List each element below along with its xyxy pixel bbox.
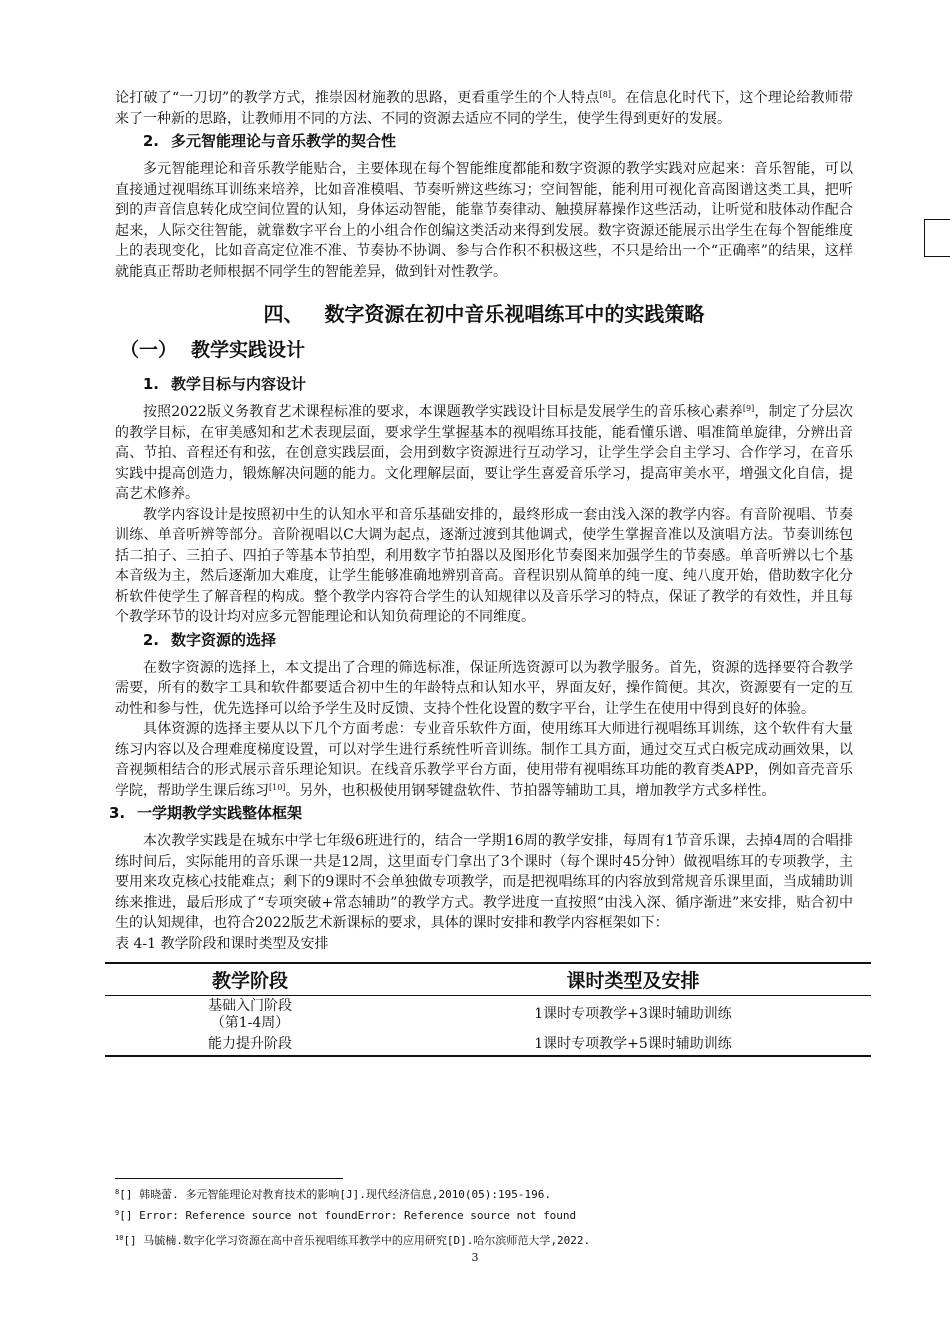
citation-8[interactable]: [8] bbox=[599, 90, 611, 99]
margin-marker-box bbox=[924, 219, 950, 257]
table-cell-stage: 基础入门阶段 （第1-4周） bbox=[208, 997, 292, 1031]
footnote-separator bbox=[115, 1178, 343, 1179]
subheading-1-goals: 1. 教学目标与内容设计 bbox=[142, 375, 307, 393]
footnote-8: $^8$[] 韩晓蕾. 多元智能理论对教育技术的影响[J].现代经济信息,2010(05):195-196. bbox=[115, 1188, 552, 1201]
section-heading: （一） 教学实践设计 bbox=[120, 339, 306, 361]
table-cell-arrangement: 1课时专项教学+5课时辅助训练 bbox=[534, 1035, 732, 1052]
table-header-arrangement: 课时类型及安排 bbox=[566, 969, 700, 992]
table-cell-arrangement: 1课时专项教学+3课时辅助训练 bbox=[534, 1006, 732, 1022]
chapter-heading: 四、 数字资源在初中音乐视唱练耳中的实践策略 bbox=[263, 302, 705, 326]
citation-10[interactable]: [10] bbox=[269, 782, 286, 792]
paragraph-framework: 本次教学实践是在城东中学七年级6班进行的，结合一学期16周的教学安排，每周有1节音乐课，去掉4周的合唱排练时间后，实际能用的音乐课一共是12周，这里面专门拿出了3个课时（每个课时45分钟）做视唱练耳的专项教学，主要用来攻克核心技能难点；剩下的9课时不会单独做专项教学，而是把视唱练耳的内容放到常规音乐课里面，当成辅助训练来推进，最后形成了“专项突破+常态辅助”的教学方式。教学进度一直按照“由浅入深、循序渐进”来安排，贴合初中生的认知规律，也符合2022版艺术新课标的要求，具体的课时安排和教学内容框架如下： bbox=[115, 833, 853, 931]
schedule-table bbox=[105, 962, 871, 1057]
subheading-2-fit: 2. 多元智能理论与音乐教学的契合性 bbox=[142, 132, 397, 150]
footnote-10: $^{10}$[] 马毓楠.数字化学习资源在高中音乐视唱练耳教学中的应用研究[D].哈尔滨师范大学,2022. bbox=[115, 1234, 591, 1247]
paragraph-specific: 具体资源的选择主要从以下几个方面考虑：专业音乐软件方面，使用练耳大师进行视唱练耳训练，这个软件有大量练习内容以及合理难度梯度设置，可以对学生进行系统性听音训练。制作工具方面，通过交互式白板完成动画效果，以音视频相结合的形式展示音乐理论知识。在线音乐教学平台方面，使用带有视唱练耳功能的教育类APP，例如音壳音乐学院，帮助学生课后练习[10]。另外，也积极使用钢琴键盘软件、节拍器等辅助工具，增加教学方式多样性。 bbox=[115, 721, 853, 799]
paragraph-selection: 在数字资源的选择上，本文提出了合理的筛选标准，保证所选资源可以为教学服务。首先，资源的选择要符合教学需要，所有的数字工具和软件都要适合初中生的年龄特点和认知水平，界面友好，操作简便。其次，资源要有一定的互动性和参与性，优先选择可以给予学生及时反馈、支持个性化设置的数字平台，让学生在使用中得到良好的体验。 bbox=[115, 659, 853, 717]
table-header-stage: 教学阶段 bbox=[211, 969, 288, 992]
table-caption: 表 4-1 教学阶段和课时类型及安排 bbox=[115, 935, 329, 952]
subheading-3-framework: 3. 一学期教学实践整体框架 bbox=[109, 804, 303, 822]
subheading-2-resources: 2. 数字资源的选择 bbox=[142, 630, 277, 649]
table-cell-stage: 能力提升阶段 bbox=[208, 1035, 292, 1052]
footnotes bbox=[115, 1178, 853, 1254]
page-body bbox=[109, 88, 854, 1057]
citation-9[interactable]: [9] bbox=[742, 404, 755, 413]
table-row bbox=[105, 995, 871, 1034]
page-number: 3 bbox=[471, 1251, 479, 1264]
paragraph-content: 教学内容设计是按照初中生的认知水平和音乐基础安排的，最终形成一套由浅入深的教学内容。有音阶视唱、节奏训练、单音听辨等部分。音阶视唱以C大调为起点，逐渐过渡到其他调式，使学生掌握音准以及演唱方法。节奏训练包括二拍子、三拍子、四拍子等基本节拍型，利用数字节拍器以及图形化节奏图来加强学生的节奏感。单音听辨以七个基本音级为主，然后逐渐加大难度，让学生能够准确地辨别音高。音程识别从简单的纯一度、纯八度开始，借助数字化分析软件使学生了解音程的构成。整个教学内容符合学生的认知规律以及音乐学习的特点，保证了教学的有效性，并且每个教学环节的设计均对应多元智能理论和认知负荷理论的不同维度。 bbox=[115, 506, 853, 625]
paragraph-continuation: 论打破了“一刀切”的教学方式，推崇因材施教的思路，更看重学生的个人特点[8]。在信息化时代下，这个理论给教师带来了一种新的思路，让教师用不同的方法、不同的资源去适应不同的学生，使学生得到更好的发展。 bbox=[115, 90, 854, 127]
paragraph-fit: 多元智能理论和音乐教学能贴合，主要体现在每个智能维度都能和数字资源的教学实践对应起来：音乐智能，可以直接通过视唱练耳训练来培养，比如音准模唱、节奏听辨这些练习；空间智能，能利用可视化音高图谱这类工具，把听到的声音信息转化成空间位置的认知，身体运动智能，能靠节奏律动、触摸屏幕操作这些活动，让听觉和肢体动作配合起来，人际交往智能，就靠数字平台上的小组合作创编这类活动来得到发展。数字资源还能展示出学生在每个智能维度上的表现变化，比如音高定位准不准、节奏协不协调、参与合作积不积极这些，不只是给出一个“正确率”的结果，这样就能真正帮助老师根据不同学生的智能差异，做到针对性教学。 bbox=[115, 161, 853, 280]
paragraph-goals: 按照2022版义务教育艺术课程标准的要求，本课题教学实践设计目标是发展学生的音乐核心素养[9]，制定了分层次的教学目标，在审美感知和艺术表现层面，要求学生掌握基本的视唱练耳技能，能看懂乐谱、唱准简单旋律，分辨出音高、节拍、音程还有和弦，在创意实践层面，会用到数字资源进行互动学习，让学生学会自主学习、合作学习，在音乐实践中提高创造力，锻炼解决问题的能力。文化理解层面，要让学生喜爱音乐学习，提高审美水平，增强文化自信，提高艺术修养。 bbox=[115, 404, 853, 502]
footnote-9: $^9$[] Error: Reference source not foundError: Reference source not found bbox=[115, 1209, 577, 1222]
table-header-row bbox=[105, 963, 871, 996]
table-row bbox=[105, 1034, 871, 1056]
